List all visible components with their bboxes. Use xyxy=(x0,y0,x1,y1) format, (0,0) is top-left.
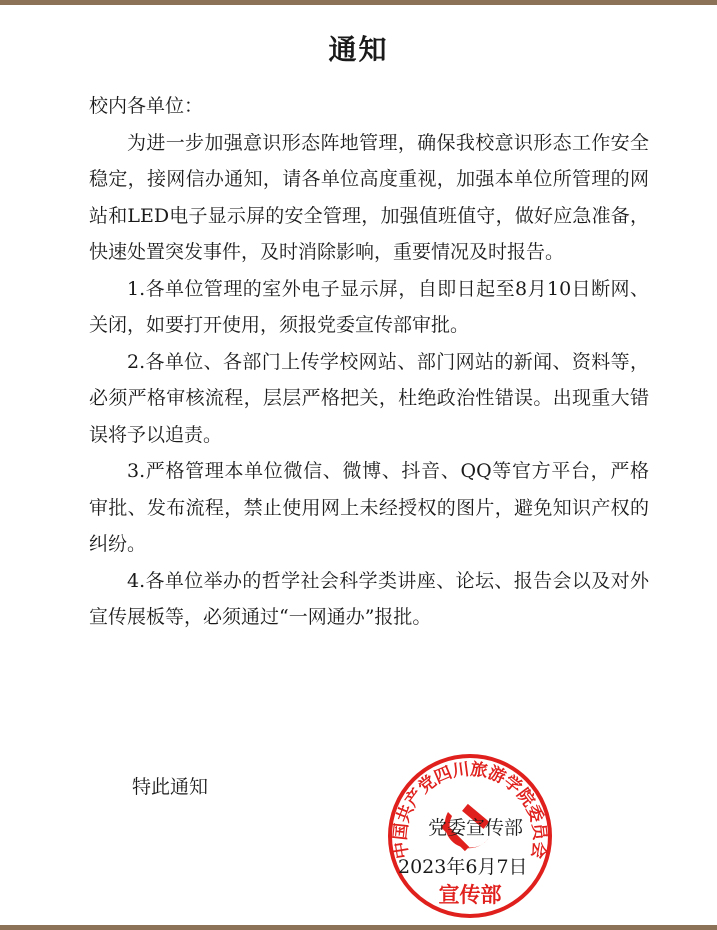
paragraph-item-4: 4.各单位举办的哲学社会科学类讲座、论坛、报告会以及对外宣传展板等，必须通过“一网通办”报批。 xyxy=(89,569,649,628)
paragraph-item-1: 1.各单位管理的室外电子显示屏，自即日起至8月10日断网、关闭，如要打开使用，须报党委宣传部审批。 xyxy=(89,277,649,336)
signature-date: 2023年6月7日 xyxy=(398,856,528,878)
bottom-frame-bar xyxy=(0,925,717,930)
seal-center-text: 宣传部 xyxy=(438,882,502,907)
paragraph-item-3: 3.严格管理本单位微信、微博、抖音、QQ等官方平台，严格审批、发布流程，禁止使用网上未经授权的图片，避免知识产权的纠纷。 xyxy=(89,460,649,555)
top-frame-bar xyxy=(0,0,717,5)
paragraph-intro: 为进一步加强意识形态阵地管理，确保我校意识形态工作安全稳定，接网信办通知，请各单位高度重视，加强本单位所管理的网站和LED电子显示屏的安全管理，加强值班值守，做好应急准备，快速处置突发事件，及时消除影响，重要情况及时报告。 xyxy=(89,131,649,263)
signature-organization: 党委宣传部 xyxy=(428,817,524,839)
paragraph-item-2: 2.各单位、各部门上传学校网站、部门网站的新闻、资料等，必须严格审核流程，层层严格把关，杜绝政治性错误。出现重大错误将予以追责。 xyxy=(89,350,649,446)
document-title: 通知 xyxy=(328,33,389,66)
closing-text: 特此通知 xyxy=(132,776,209,798)
document-body xyxy=(89,88,649,636)
seal-ring-text: 中国共产党四川旅游学院委员会 xyxy=(390,759,550,861)
salutation: 校内各单位： xyxy=(89,95,204,117)
